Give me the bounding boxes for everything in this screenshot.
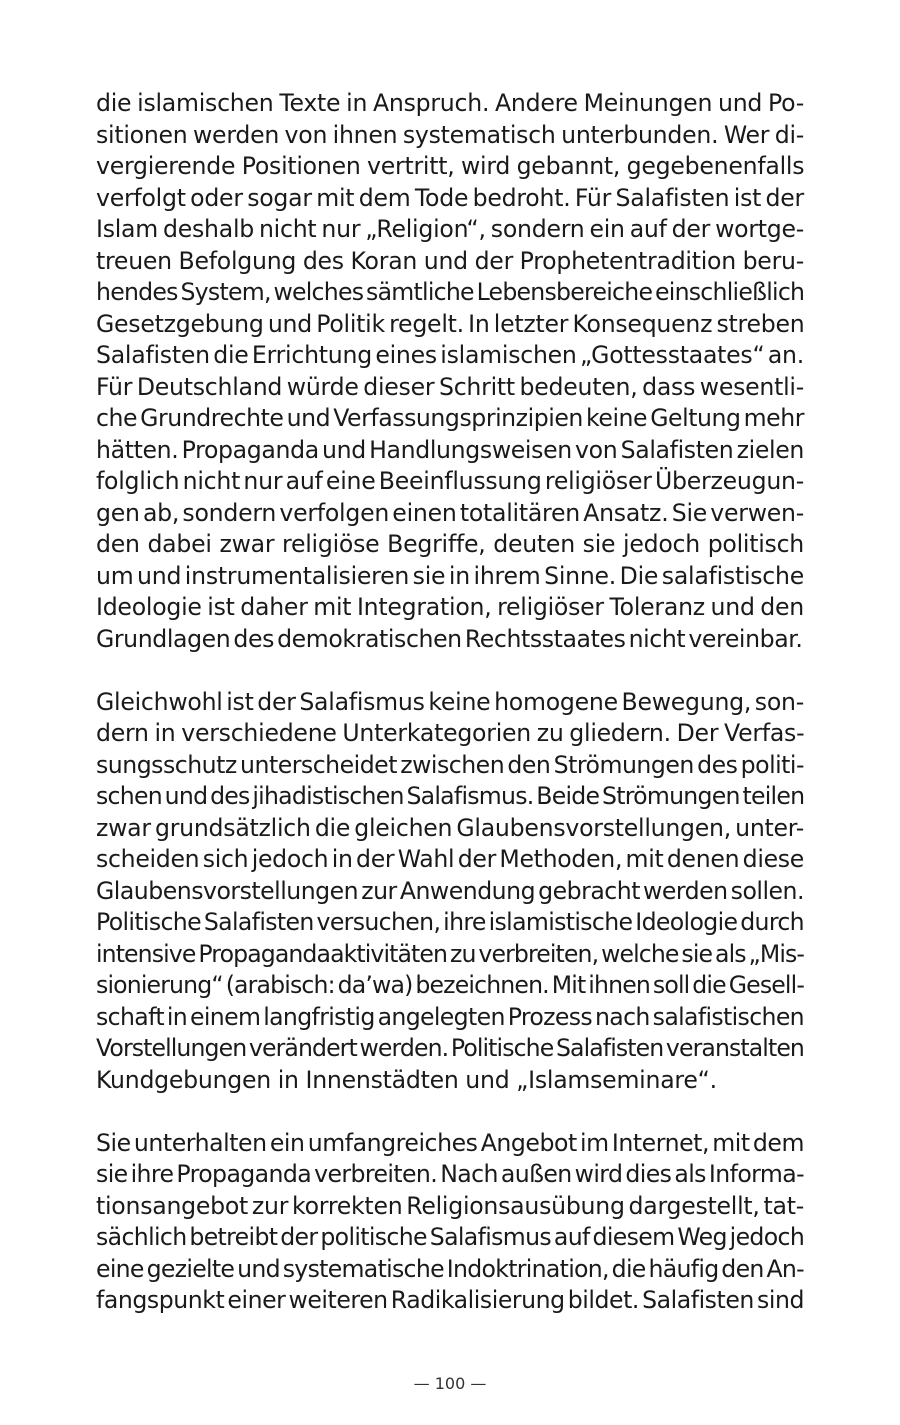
text-line: Politische Salafisten versuchen, ihre islamistische Ideologie durch [96, 908, 804, 936]
text-line: hätten. Propaganda und Handlungsweisen von Salafisten zielen [96, 435, 804, 464]
text-line: scheiden sich jedoch in der Wahl der Methoden, mit denen diese [96, 845, 804, 873]
text-line: eine gezielte und systematische Indoktrination, die häufig den An- [96, 1254, 804, 1283]
text-line: sie ihre Propaganda verbreiten. Nach außen wird dies als Informa- [96, 1160, 804, 1188]
text-line: Salafisten die Errichtung eines islamischen „Gottesstaates“ an. [96, 341, 804, 369]
text-line: schaft in einem langfristig angelegten Prozess nach salafistischen [96, 1002, 804, 1031]
text-line: Vorstellungen verändert werden. Politische Salafisten veranstalten [96, 1034, 804, 1062]
text-line: folglich nicht nur auf eine Beeinflussung religiöser Überzeugun- [96, 467, 804, 495]
paragraph-2 [96, 687, 804, 1097]
text-line: verfolgt oder sogar mit dem Tode bedroht. Für Salafisten ist der [96, 183, 804, 212]
text-line: treuen Befolgung des Koran und der Prophetentradition beru- [96, 246, 804, 275]
text-line: Kundgebungen in Innenstädten und „Islamseminare“. [96, 1065, 717, 1094]
text-line: Für Deutschland würde dieser Schritt bedeuten, dass wesentli- [96, 372, 804, 401]
text-line: intensive Propagandaaktivitäten zu verbreiten, welche sie als „Mis- [96, 939, 804, 968]
text-line: um und instrumentalisieren sie in ihrem Sinne. Die salafistische [96, 561, 804, 590]
text-line: sungsschutz unterscheidet zwischen den Strömungen des politi- [96, 750, 804, 779]
text-line: fangspunkt einer weiteren Radikalisierung bildet. Salafisten sind [96, 1286, 804, 1314]
text-line: sitionen werden von ihnen systematisch unterbunden. Wer di- [96, 120, 805, 149]
text-line: Gleichwohl ist der Salafismus keine homogene Bewegung, son- [96, 687, 804, 716]
text-line: Ideologie ist daher mit Integration, religiöser Toleranz und den [96, 593, 804, 621]
text-line: che Grundrechte und Verfassungsprinzipien keine Geltung mehr [96, 404, 804, 432]
text-line: dern in verschiedene Unterkategorien zu gliedern. Der Verfas- [96, 719, 805, 747]
page-number: — 100 — [413, 1374, 487, 1393]
text-line: sächlich betreibt der politische Salafismus auf diesem Weg jedoch [96, 1223, 805, 1251]
page-body [96, 88, 804, 1317]
text-line: sionierung“ (arabisch: da’wa) bezeichnen. Mit ihnen soll die Gesell- [96, 971, 804, 999]
text-line: Glaubensvorstellungen zur Anwendung gebracht werden sollen. [96, 876, 804, 905]
text-line: den dabei zwar religiöse Begriffe, deuten sie jedoch politisch [96, 530, 804, 558]
text-line: Sie unterhalten ein umfangreiches Angebot im Internet, mit dem [96, 1128, 804, 1157]
text-line: Gesetzgebung und Politik regelt. In letzter Konsequenz streben [96, 309, 805, 338]
text-line: gen ab, sondern verfolgen einen totalitären Ansatz. Sie verwen- [96, 498, 804, 527]
paragraph-1 [96, 88, 804, 655]
paragraph-3 [96, 1128, 804, 1317]
text-line: tionsangebot zur korrekten Religionsausübung dargestellt, tat- [96, 1191, 804, 1220]
text-line: zwar grundsätzlich die gleichen Glaubensvorstellungen, unter- [96, 813, 804, 842]
text-line: vergierende Positionen vertritt, wird gebannt, gegebenenfalls [96, 152, 805, 180]
text-line: Grundlagen des demokratischen Rechtsstaates nicht vereinbar. [96, 624, 803, 653]
text-line: hendes System, welches sämtliche Lebensbereiche einschließlich [96, 278, 805, 306]
text-line: schen und des jihadistischen Salafismus. Beide Strömungen teilen [96, 782, 805, 810]
text-line: die islamischen Texte in Anspruch. Andere Meinungen und Po- [96, 89, 804, 117]
text-line: Islam deshalb nicht nur „Religion“, sondern ein auf der wortge- [96, 215, 805, 243]
